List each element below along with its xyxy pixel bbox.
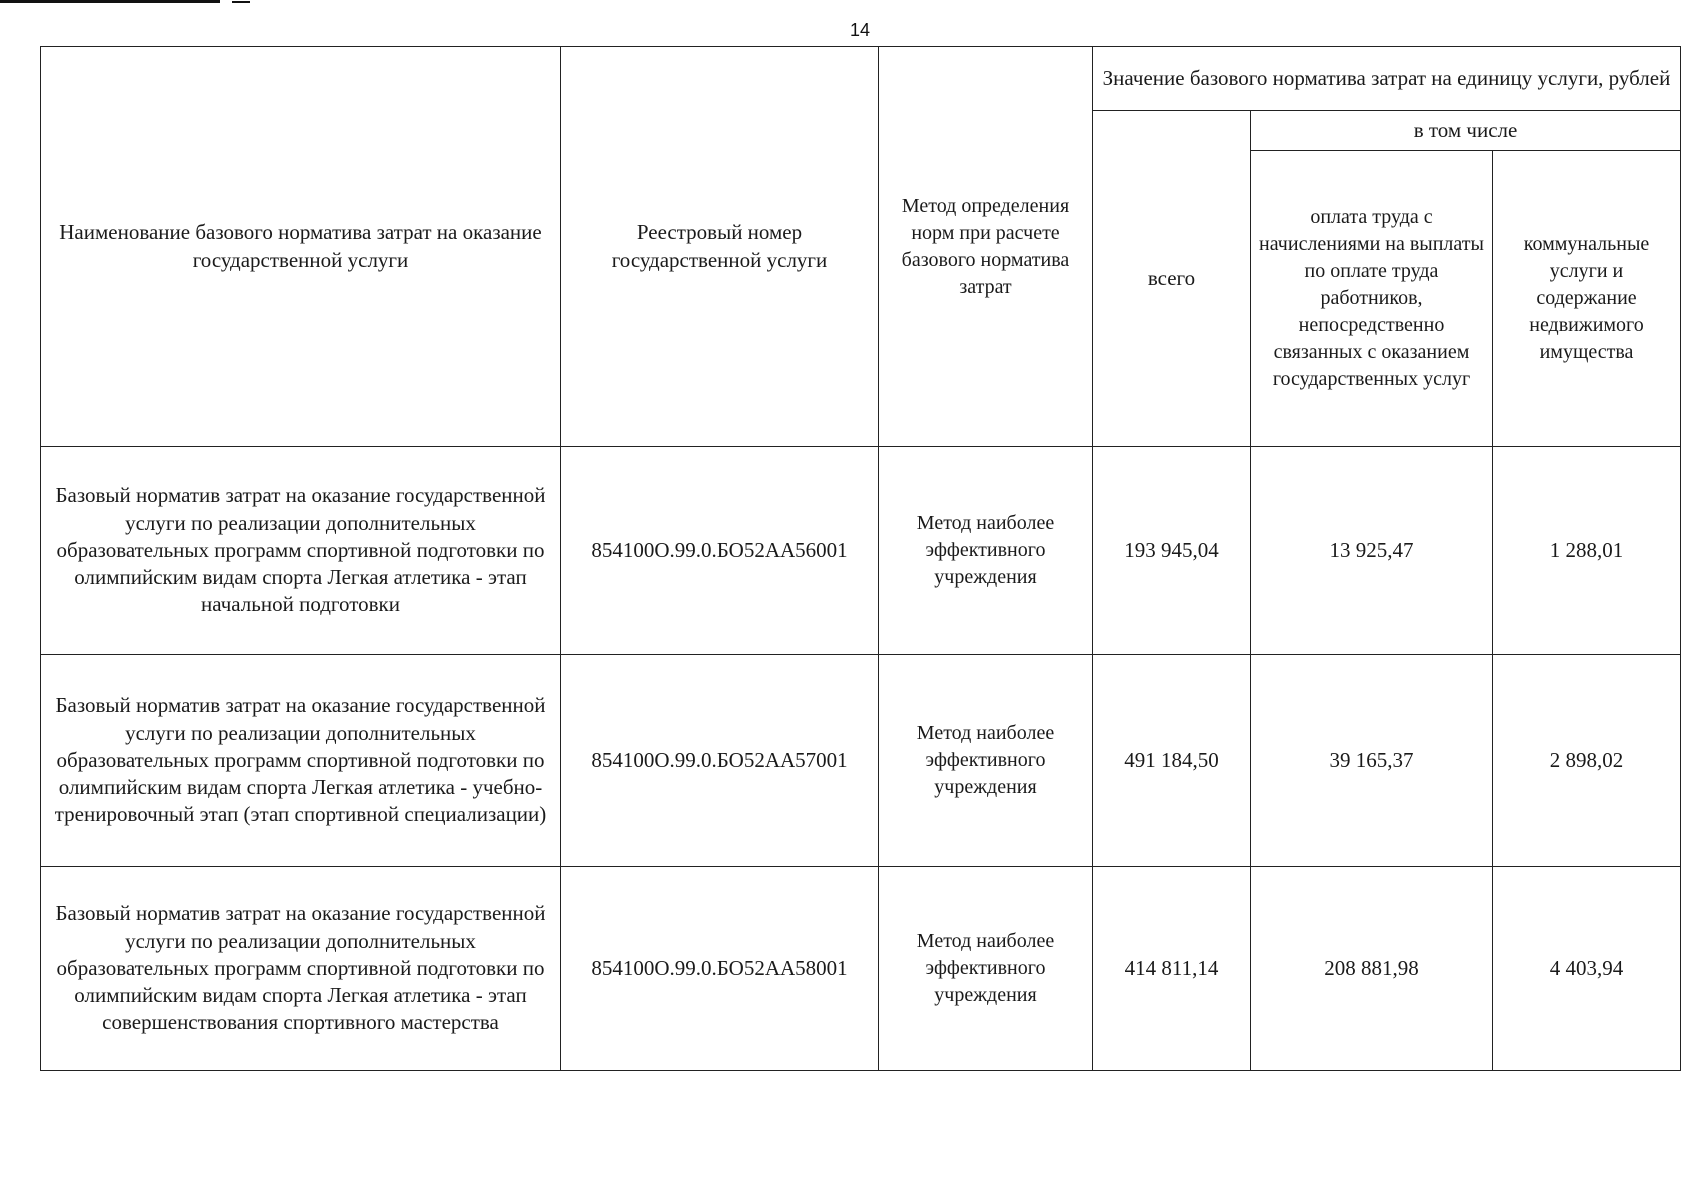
cell-registry: 854100О.99.0.БО52АА57001 (561, 655, 879, 867)
cell-method: Метод наиболее эффективного учреждения (879, 867, 1093, 1071)
cell-total: 491 184,50 (1093, 655, 1251, 867)
cell-method: Метод наиболее эффективного учреждения (879, 447, 1093, 655)
header-total: всего (1093, 111, 1251, 447)
cell-utilities: 4 403,94 (1493, 867, 1681, 1071)
cell-name: Базовый норматив затрат на оказание государственной услуги по реализации дополнительных образовательных программ спортивной подготовки по олимпийским видам спорта Легкая атлетика - учебно-тренировочный этап (этап спортивной специализации) (41, 655, 561, 867)
cell-total: 193 945,04 (1093, 447, 1251, 655)
cell-name: Базовый норматив затрат на оказание государственной услуги по реализации дополнительных образовательных программ спортивной подготовки по олимпийским видам спорта Легкая атлетика - этап совершенствования спортивного мастерства (41, 867, 561, 1071)
header-name: Наименование базового норматива затрат на оказание государственной услуги (41, 47, 561, 447)
table-row (41, 867, 1681, 1071)
cell-registry: 854100О.99.0.БО52АА58001 (561, 867, 879, 1071)
header-row-group (41, 47, 1681, 111)
header-method: Метод определения норм при расчете базового норматива затрат (879, 47, 1093, 447)
cell-labor: 39 165,37 (1251, 655, 1493, 867)
cell-registry: 854100О.99.0.БО52АА56001 (561, 447, 879, 655)
norms-table (40, 46, 1681, 1071)
cell-method: Метод наиболее эффективного учреждения (879, 655, 1093, 867)
cell-labor: 208 881,98 (1251, 867, 1493, 1071)
cell-name: Базовый норматив затрат на оказание государственной услуги по реализации дополнительных образовательных программ спортивной подготовки по олимпийским видам спорта Легкая атлетика - этап начальной подготовки (41, 447, 561, 655)
table-row (41, 447, 1681, 655)
header-utilities: коммунальные услуги и содержание недвижимого имущества (1493, 151, 1681, 447)
table-row (41, 655, 1681, 867)
top-rule (0, 0, 220, 3)
header-labor: оплата труда с начислениями на выплаты по оплате труда работников, непосредственно связанных с оказанием государственных услуг (1251, 151, 1493, 447)
header-value-group: Значение базового норматива затрат на единицу услуги, рублей (1093, 47, 1681, 111)
header-registry: Реестровый номер государственной услуги (561, 47, 879, 447)
cell-total: 414 811,14 (1093, 867, 1251, 1071)
top-rule-tail (232, 1, 250, 3)
cell-labor: 13 925,47 (1251, 447, 1493, 655)
cell-utilities: 1 288,01 (1493, 447, 1681, 655)
cell-utilities: 2 898,02 (1493, 655, 1681, 867)
page-number: 14 (849, 20, 871, 40)
header-including: в том числе (1251, 111, 1681, 151)
